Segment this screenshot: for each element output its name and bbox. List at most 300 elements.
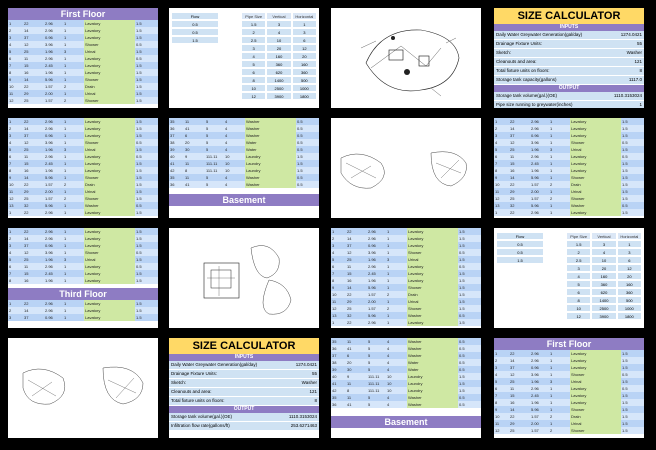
table-cell: 1.5 [622, 414, 628, 419]
fixture-select[interactable]: Lavatory [84, 55, 135, 62]
table-cell: 1 [550, 358, 553, 363]
site-value[interactable]: Washer [626, 50, 642, 55]
fixture-select[interactable]: Laundry [245, 167, 296, 174]
table-cell: 1.5 [566, 240, 591, 248]
table-cell: 1 [550, 393, 553, 398]
table-cell: 1.5 [622, 126, 628, 131]
fixture-select[interactable]: Shower [570, 427, 621, 434]
table-cell: 4 [495, 140, 498, 145]
table-cell: 39 [332, 367, 337, 372]
fixture-select[interactable]: Drain [570, 181, 621, 188]
table-cell: 6 [495, 386, 498, 391]
table-cell: 2.96 [45, 21, 53, 26]
fixture-select[interactable]: Lavatory [84, 132, 135, 139]
table-cell: 2.5 [241, 36, 266, 44]
table-cell: 36 [170, 182, 175, 187]
fixture-select[interactable]: Lavatory [570, 364, 621, 371]
table-row [169, 132, 319, 139]
drainage-value-2[interactable]: 55 [311, 371, 317, 376]
fixture-select[interactable]: Washer [407, 338, 458, 345]
fixture-select[interactable]: Water [407, 359, 458, 366]
table-cell: 1 [64, 301, 67, 306]
fixture-select[interactable]: Drain [84, 83, 135, 90]
table-cell: 22 [24, 84, 29, 89]
table-cell: 1.5 [136, 308, 142, 313]
side-header [171, 12, 219, 20]
table-cell: 10 [591, 256, 616, 264]
drainage-value[interactable]: 55 [636, 41, 642, 46]
fixture-select[interactable]: Washer [245, 174, 296, 181]
fixture-select[interactable]: Urinal [570, 378, 621, 385]
fixture-select[interactable]: Water [245, 146, 296, 153]
fixture-select[interactable]: Washer [407, 394, 458, 401]
table-cell: 5 [368, 346, 371, 351]
building-row [494, 67, 644, 76]
table-cell: 1.5 [136, 175, 142, 180]
fixture-select[interactable]: Shower [570, 195, 621, 202]
table-cell: 12 [9, 98, 14, 103]
fixture-select[interactable]: Urinal [407, 256, 458, 263]
table-cell: 1.5 [136, 98, 142, 103]
fixture-select[interactable]: Washer [407, 345, 458, 352]
table-row [331, 263, 481, 270]
table-cell: 1 [64, 308, 67, 313]
table-cell: 15 [510, 393, 515, 398]
table-cell: 20 [266, 44, 291, 52]
fixture-select[interactable]: Shower [84, 41, 135, 48]
fixture-select[interactable]: Shower [407, 249, 458, 256]
fixture-select[interactable]: Lavatory [84, 20, 135, 27]
sheet-title: First Floor [8, 8, 158, 20]
table-cell: 0.5 [459, 360, 465, 365]
daily-water-value[interactable]: 1274.0421 [620, 32, 642, 37]
fixture-select[interactable]: Lavatory [570, 160, 621, 167]
table-cell: 4 [266, 28, 291, 36]
table-cell: 1400 [266, 76, 291, 84]
table-cell: 22 [510, 351, 515, 356]
table-cell: 5.96 [531, 175, 539, 180]
fixture-select[interactable]: Drain [407, 291, 458, 298]
table-cell: 2.96 [45, 119, 53, 124]
table-cell: 9 [185, 154, 188, 159]
table-cell: 15 [24, 271, 29, 276]
table-cell: 3.96 [368, 250, 376, 255]
table-cell: 10 [9, 182, 14, 187]
table-cell: 2 [9, 236, 12, 241]
fixture-select[interactable]: Urinal [84, 256, 135, 263]
table-cell: 14 [24, 28, 29, 33]
cleanout-label-2: Cleanouts and area: [171, 389, 212, 394]
rows-b [8, 118, 158, 216]
fixture-select[interactable]: Lavatory [570, 125, 621, 132]
fixture-select[interactable]: Lavatory [570, 153, 621, 160]
site-value-2[interactable]: Washer [301, 380, 317, 385]
table-cell: 10 [387, 374, 392, 379]
fixture-select[interactable]: Laundry [407, 387, 458, 394]
column-header: Horizontal [292, 12, 317, 20]
table-cell: 160 [591, 272, 616, 280]
table-cell: 4 [9, 140, 12, 145]
fixture-select[interactable]: Lavatory [84, 228, 135, 235]
fixture-select[interactable]: Lavatory [407, 242, 458, 249]
table-cell: 37 [332, 353, 337, 358]
fixture-select[interactable]: Water [407, 366, 458, 373]
table-cell: 22 [347, 320, 352, 325]
table-row [169, 125, 319, 132]
table-cell: 2.96 [531, 386, 539, 391]
table-cell: 14 [24, 175, 29, 180]
table-cell: 2 [387, 306, 390, 311]
table-cell: 37 [24, 243, 29, 248]
table-cell: 5 [206, 140, 209, 145]
table-cell: 3 [387, 257, 390, 262]
fixture-select[interactable]: Shower [84, 97, 135, 104]
table-cell: 2.96 [531, 154, 539, 159]
table-cell: 1.5 [622, 210, 628, 215]
pipe-row [241, 92, 317, 100]
daily-water-value-2[interactable]: 1274.0421 [295, 362, 317, 367]
fixture-select[interactable]: Shower [407, 284, 458, 291]
table-row [8, 146, 158, 153]
rows-e [8, 300, 158, 321]
table-cell: 2.96 [45, 229, 53, 234]
fixture-select[interactable]: Washer [407, 352, 458, 359]
pipe-row [241, 44, 317, 52]
table-cell: 1.5 [136, 168, 142, 173]
pipe-size-sheet [169, 8, 319, 108]
site-row [494, 49, 644, 58]
fixture-select[interactable]: Lavatory [570, 350, 621, 357]
table-cell: 2.96 [531, 126, 539, 131]
table-row [8, 69, 158, 76]
fixture-select[interactable]: Lavatory [84, 242, 135, 249]
building-value[interactable]: 8 [639, 68, 642, 73]
fixture-select[interactable]: Washer [570, 202, 621, 209]
table-cell: 1 [387, 278, 390, 283]
fixture-select[interactable]: Laundry [245, 153, 296, 160]
rows-basement-2 [331, 338, 481, 408]
table-cell: 10 [241, 84, 266, 92]
table-cell: 1 [9, 301, 12, 306]
table-cell: 14 [24, 77, 29, 82]
fixture-select[interactable]: Lavatory [84, 62, 135, 69]
table-cell: 1 [387, 271, 390, 276]
pipe-row [241, 84, 317, 92]
fixture-select[interactable]: Lavatory [84, 277, 135, 284]
table-cell: 1.96 [531, 168, 539, 173]
fixture-select[interactable]: Lavatory [407, 228, 458, 235]
table-cell: 2.45 [368, 271, 376, 276]
fixture-select[interactable]: Lavatory [84, 118, 135, 125]
table-cell: 2 [9, 126, 12, 131]
sketch-2 [331, 118, 481, 218]
table-row [8, 97, 158, 104]
fixture-select[interactable]: Lavatory [84, 167, 135, 174]
fixture-select[interactable]: Lavatory [570, 132, 621, 139]
fixture-select[interactable]: Lavatory [570, 392, 621, 399]
table-cell: 3 [495, 133, 498, 138]
fixture-select[interactable]: Washer [407, 401, 458, 408]
fixture-select[interactable]: Lavatory [407, 319, 458, 326]
table-row [8, 307, 158, 314]
table-row [8, 83, 158, 90]
table-cell: 3 [550, 379, 553, 384]
fixture-select[interactable]: Lavatory [570, 357, 621, 364]
fixture-select[interactable]: Lavatory [570, 118, 621, 125]
fixture-select[interactable]: Urinal [84, 146, 135, 153]
table-cell: 4 [495, 372, 498, 377]
fixture-select[interactable]: Washer [245, 125, 296, 132]
table-cell: 12 [495, 428, 500, 433]
plan-drawing [169, 228, 319, 328]
fixture-select[interactable]: Lavatory [570, 399, 621, 406]
table-cell: 0.5 [459, 313, 465, 318]
fixture-select[interactable]: Urinal [570, 420, 621, 427]
table-row [494, 146, 644, 153]
table-cell: 111.11 [206, 154, 218, 159]
table-cell: 4 [387, 339, 390, 344]
fixture-select[interactable]: Lavatory [570, 209, 621, 216]
table-cell: 1 [550, 421, 553, 426]
fixture-select[interactable]: Lavatory [84, 27, 135, 34]
fixture-select[interactable]: Shower [407, 305, 458, 312]
fixture-select[interactable]: Lavatory [84, 69, 135, 76]
fixture-select[interactable]: Laundry [407, 380, 458, 387]
table-cell: 2 [387, 292, 390, 297]
table-cell: 0.5 [136, 250, 142, 255]
table-cell: 1 [64, 189, 67, 194]
table-cell: 2.96 [368, 229, 376, 234]
fixture-select[interactable]: Shower [84, 174, 135, 181]
table-cell: 8 [495, 168, 498, 173]
fixture-select[interactable]: Lavatory [84, 270, 135, 277]
table-cell: 8 [9, 70, 12, 75]
table-cell: 22 [24, 301, 29, 306]
table-cell: 10 [225, 154, 230, 159]
cleanout-value[interactable]: 121 [634, 59, 642, 64]
fixture-select[interactable]: Washer [245, 181, 296, 188]
table-cell: 2.45 [45, 271, 53, 276]
table-row [8, 202, 158, 209]
fixture-select[interactable]: Lavatory [407, 277, 458, 284]
table-cell: 7 [9, 63, 12, 68]
storage-value[interactable]: 1117.0 [628, 77, 642, 82]
table-cell: 160 [266, 52, 291, 60]
table-cell: 2.96 [531, 210, 539, 215]
table-cell: 1000 [617, 304, 642, 312]
fixture-select[interactable]: Shower [570, 406, 621, 413]
table-row [494, 364, 644, 371]
pipe-row [566, 296, 642, 304]
fixture-select[interactable]: Lavatory [84, 153, 135, 160]
fixture-select[interactable]: Lavatory [84, 209, 135, 216]
fixture-select[interactable]: Washer [407, 312, 458, 319]
fixture-select[interactable]: Lavatory [407, 270, 458, 277]
fixture-select[interactable]: Washer [84, 202, 135, 209]
table-cell: 4 [332, 250, 335, 255]
table-row [169, 181, 319, 188]
fixture-select[interactable]: Urinal [407, 298, 458, 305]
table-cell: 1 [550, 154, 553, 159]
building-value-2[interactable]: 8 [314, 398, 317, 403]
fixture-select[interactable]: Shower [570, 139, 621, 146]
table-cell: 22 [24, 21, 29, 26]
table-row [494, 174, 644, 181]
table-cell: 4 [225, 133, 228, 138]
fixture-select[interactable]: Lavatory [84, 263, 135, 270]
table-cell: 10 [387, 381, 392, 386]
table-cell: 35 [170, 175, 175, 180]
fixture-select[interactable]: Washer [245, 118, 296, 125]
fixture-select[interactable]: Shower [84, 249, 135, 256]
table-cell: 0.5 [297, 175, 303, 180]
fixture-select[interactable]: Lavatory [84, 160, 135, 167]
table-cell: 1 [64, 133, 67, 138]
fixture-select[interactable]: Drain [570, 413, 621, 420]
table-cell: 22 [510, 210, 515, 215]
pipe-row [241, 28, 317, 36]
basement-sheet-2 [331, 338, 481, 438]
fixture-select[interactable]: Lavatory [407, 235, 458, 242]
cleanout-row [494, 58, 644, 67]
table-cell: 25 [510, 379, 515, 384]
fixture-select[interactable]: Lavatory [84, 125, 135, 132]
table-cell: 1 [332, 229, 335, 234]
fixture-select[interactable]: Shower [84, 195, 135, 202]
cleanout-label: Cleanouts and area: [496, 59, 537, 64]
table-cell: 0.5 [459, 339, 465, 344]
table-row [8, 153, 158, 160]
table-row [331, 270, 481, 277]
table-cell: 1.5 [297, 154, 303, 159]
fixture-select[interactable]: Washer [245, 132, 296, 139]
third-floor-sheet [8, 228, 158, 328]
fixture-select[interactable]: Shower [570, 371, 621, 378]
fixture-select[interactable]: Urinal [570, 146, 621, 153]
fixture-select[interactable]: Lavatory [570, 167, 621, 174]
table-row [494, 350, 644, 357]
table-cell: 0.5 [459, 264, 465, 269]
table-cell: 30 [185, 147, 190, 152]
table-cell: 620 [591, 288, 616, 296]
fixture-select[interactable]: Urinal [84, 48, 135, 55]
table-row [8, 314, 158, 321]
fixture-select[interactable]: Urinal [84, 90, 135, 97]
table-cell: 16 [510, 400, 515, 405]
table-cell: 3900 [591, 312, 616, 320]
rows-d [8, 228, 158, 284]
table-cell: 2.96 [45, 236, 53, 241]
table-cell: 3 [550, 147, 553, 152]
pipe-row [566, 280, 642, 288]
fixture-select[interactable]: Lavatory [84, 300, 135, 307]
table-cell: 2.96 [531, 358, 539, 363]
fixture-select[interactable]: Drain [84, 181, 135, 188]
site-plan-sketch [331, 8, 481, 108]
table-cell: 25 [24, 147, 29, 152]
table-row [8, 181, 158, 188]
building-label: Total fixture units on floors: [496, 68, 550, 73]
sheet-title-5: First Floor [494, 338, 644, 350]
table-cell: 3.96 [45, 250, 53, 255]
table-cell: 41 [347, 402, 352, 407]
table-cell: 1 [387, 229, 390, 234]
table-cell: 5 [368, 402, 371, 407]
table-cell: 0.96 [45, 243, 53, 248]
output-flow-label-2: Infiltration flow rate(gallons/ft) [171, 423, 230, 428]
fixture-select[interactable]: Shower [84, 139, 135, 146]
table-cell: 0.5 [136, 154, 142, 159]
fixture-select[interactable]: Lavatory [570, 385, 621, 392]
table-cell: 15 [24, 63, 29, 68]
table-cell: 6 [9, 154, 12, 159]
fixture-select[interactable]: Urinal [570, 188, 621, 195]
table-cell: 38 [170, 140, 175, 145]
table-row [494, 181, 644, 188]
table-cell: 500 [617, 296, 642, 304]
table-cell: 37 [510, 133, 515, 138]
table-cell: 12 [347, 250, 352, 255]
table-row [169, 174, 319, 181]
fixture-select[interactable]: Shower [84, 76, 135, 83]
table-cell: 5 [368, 395, 371, 400]
table-cell: 5 [241, 60, 266, 68]
table-cell: 16 [347, 278, 352, 283]
table-cell: 1 [550, 386, 553, 391]
side-table [171, 12, 219, 44]
fixture-select[interactable]: Lavatory [84, 307, 135, 314]
daily-water-row-2 [169, 361, 319, 370]
table-cell: 25 [510, 428, 515, 433]
fixture-select[interactable]: Laundry [407, 373, 458, 380]
table-cell: 3 [266, 20, 291, 28]
rows-c [494, 118, 644, 216]
table-cell: 10 [225, 161, 230, 166]
pipe-row [566, 312, 642, 320]
table-cell: 1.5 [136, 229, 142, 234]
side-table-2 [496, 232, 544, 264]
table-cell: 0.5 [136, 140, 142, 145]
cleanout-value-2[interactable]: 121 [309, 389, 317, 394]
fixture-select[interactable]: Urinal [84, 188, 135, 195]
table-cell: 0.5 [622, 203, 628, 208]
fixture-select[interactable]: Shower [570, 174, 621, 181]
table-cell: 1 [64, 203, 67, 208]
fixture-select[interactable]: Water [245, 139, 296, 146]
table-row [8, 277, 158, 284]
fixture-select[interactable]: Lavatory [407, 263, 458, 270]
fixture-select[interactable]: Lavatory [84, 34, 135, 41]
table-cell: 2.5 [566, 256, 591, 264]
table-cell: 2.96 [45, 56, 53, 61]
table-cell: 8 [332, 278, 335, 283]
table-cell: 1000 [292, 84, 317, 92]
table-cell: 11 [24, 264, 29, 269]
table-cell: 20 [292, 52, 317, 60]
cleanout-row-2 [169, 388, 319, 397]
table-cell: 2.00 [368, 299, 376, 304]
fixture-select[interactable]: Lavatory [84, 314, 135, 321]
fixture-select[interactable]: Lavatory [84, 235, 135, 242]
column-header: Horizontal [617, 232, 642, 240]
fixture-select[interactable]: Laundry [245, 160, 296, 167]
table-cell: 4 [566, 272, 591, 280]
calculator-title-2: SIZE CALCULATOR [169, 338, 319, 354]
table-cell: 1 [64, 91, 67, 96]
table-cell: 2 [550, 196, 553, 201]
table-row [331, 249, 481, 256]
table-cell: 111.11 [368, 388, 380, 393]
